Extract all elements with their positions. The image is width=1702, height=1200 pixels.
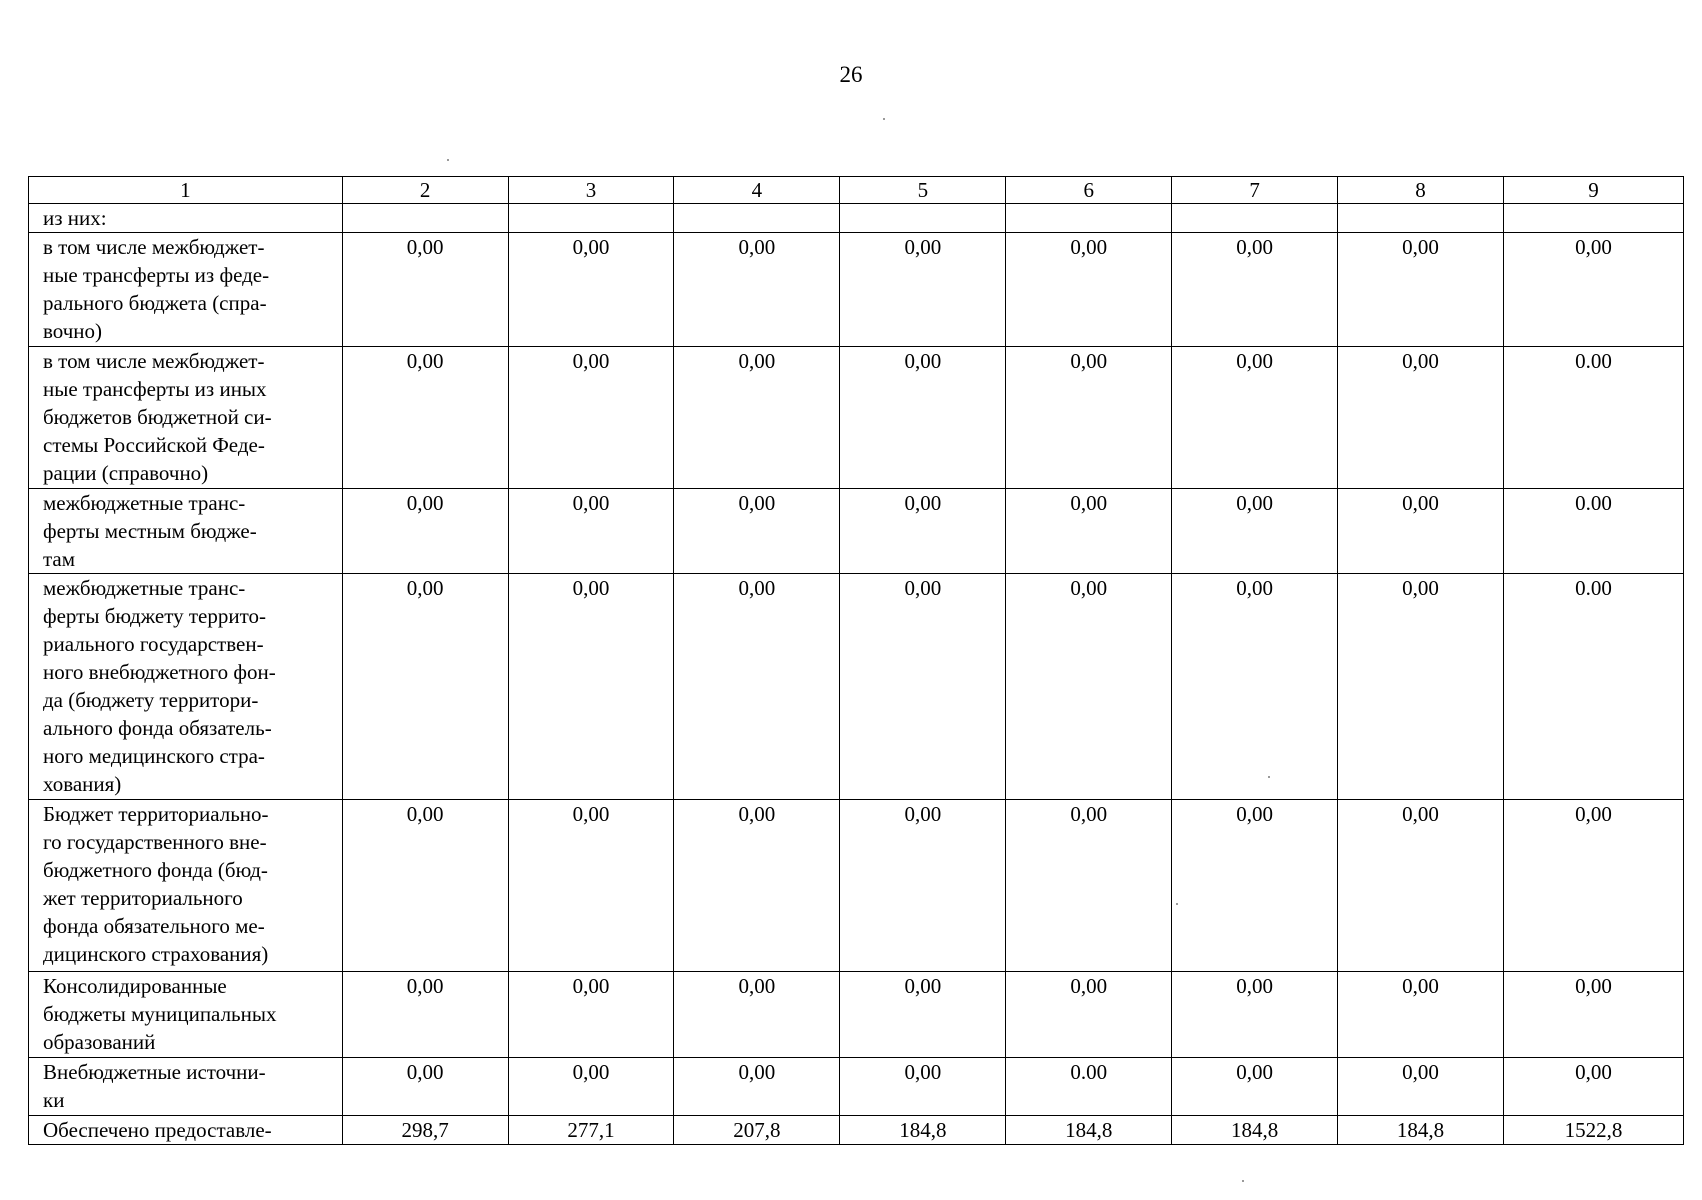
column-header: 9 bbox=[1503, 177, 1683, 204]
value-cell: 0,00 bbox=[1503, 800, 1683, 972]
value-cell: 1522,8 bbox=[1503, 1116, 1683, 1145]
table-row bbox=[29, 972, 1684, 1058]
row-label-text: Внебюджетные источни- ки bbox=[43, 1060, 266, 1112]
table-row bbox=[29, 233, 1684, 347]
value-cell: 0,00 bbox=[1503, 972, 1683, 1058]
scan-speck bbox=[1268, 776, 1270, 778]
column-header: 3 bbox=[508, 177, 674, 204]
row-label bbox=[29, 347, 343, 489]
value-cell: 298,7 bbox=[342, 1116, 508, 1145]
table-row bbox=[29, 800, 1684, 972]
value-cell: 207,8 bbox=[674, 1116, 840, 1145]
table-row bbox=[29, 204, 1684, 233]
row-label-text: Обеспечено предоставле- bbox=[43, 1118, 272, 1142]
value-cell: 0,00 bbox=[1338, 972, 1504, 1058]
value-cell: 0,00 bbox=[1338, 347, 1504, 489]
value-cell: 0,00 bbox=[1503, 233, 1683, 347]
value-cell: 0,00 bbox=[1006, 233, 1172, 347]
column-header: 4 bbox=[674, 177, 840, 204]
value-cell: 0,00 bbox=[508, 574, 674, 800]
value-cell: 0,00 bbox=[508, 800, 674, 972]
table-row bbox=[29, 1116, 1684, 1145]
value-cell: 0,00 bbox=[508, 233, 674, 347]
value-cell: 0,00 bbox=[674, 489, 840, 574]
value-cell: 0,00 bbox=[674, 1058, 840, 1116]
row-label-text: в том числе межбюджет- ные трансферты из феде- рального бюджета (спра- вочно) bbox=[43, 235, 270, 343]
table-row bbox=[29, 347, 1684, 489]
scan-speck bbox=[1176, 903, 1178, 905]
scan-speck bbox=[883, 118, 885, 120]
table-row bbox=[29, 574, 1684, 800]
row-label bbox=[29, 204, 343, 233]
value-cell: 0,00 bbox=[1172, 574, 1338, 800]
value-cell: 0,00 bbox=[1172, 800, 1338, 972]
value-cell: 0,00 bbox=[1006, 489, 1172, 574]
value-cell: 0,00 bbox=[1338, 233, 1504, 347]
row-label-text: Бюджет территориально- го государственного вне- бюджетного фонда (бюд- жет территориального фонда обязательного ме- дицинского страхования) bbox=[43, 802, 269, 966]
table-row bbox=[29, 489, 1684, 574]
value-cell: 0,00 bbox=[1006, 972, 1172, 1058]
value-cell: 184,8 bbox=[1338, 1116, 1504, 1145]
value-cell: 0,00 bbox=[342, 347, 508, 489]
value-cell: 0,00 bbox=[1338, 489, 1504, 574]
value-cell: 0,00 bbox=[674, 574, 840, 800]
value-cell: 0,00 bbox=[1338, 574, 1504, 800]
value-cell: 0,00 bbox=[840, 1058, 1006, 1116]
column-header: 1 bbox=[29, 177, 343, 204]
row-label bbox=[29, 574, 343, 800]
value-cell bbox=[674, 204, 840, 233]
row-label bbox=[29, 1058, 343, 1116]
row-label bbox=[29, 489, 343, 574]
value-cell: 0,00 bbox=[1338, 800, 1504, 972]
table-row bbox=[29, 1058, 1684, 1116]
value-cell: 277,1 bbox=[508, 1116, 674, 1145]
value-cell bbox=[1172, 204, 1338, 233]
value-cell: 184,8 bbox=[1172, 1116, 1338, 1145]
value-cell: 0,00 bbox=[840, 972, 1006, 1058]
value-cell: 0,00 bbox=[840, 233, 1006, 347]
value-cell: 0,00 bbox=[342, 574, 508, 800]
budget-table bbox=[28, 176, 1684, 1145]
value-cell: 0,00 bbox=[1172, 972, 1338, 1058]
row-label-text: в том числе межбюджет- ные трансферты из иных бюджетов бюджетной си- стемы Российской Феде- рации (справочно) bbox=[43, 349, 272, 485]
column-header: 6 bbox=[1006, 177, 1172, 204]
row-label bbox=[29, 233, 343, 347]
value-cell: 0,00 bbox=[840, 574, 1006, 800]
column-header: 5 bbox=[840, 177, 1006, 204]
column-header: 2 bbox=[342, 177, 508, 204]
value-cell: 0,00 bbox=[508, 489, 674, 574]
column-header: 8 bbox=[1338, 177, 1504, 204]
value-cell: 0,00 bbox=[1338, 1058, 1504, 1116]
value-cell: 0,00 bbox=[840, 489, 1006, 574]
value-cell: 184,8 bbox=[840, 1116, 1006, 1145]
value-cell: 0,00 bbox=[1503, 1058, 1683, 1116]
value-cell bbox=[1006, 204, 1172, 233]
value-cell bbox=[342, 204, 508, 233]
value-cell: 0,00 bbox=[1172, 1058, 1338, 1116]
scan-speck bbox=[447, 159, 449, 161]
value-cell: 0,00 bbox=[1006, 574, 1172, 800]
value-cell bbox=[508, 204, 674, 233]
value-cell: 0,00 bbox=[342, 972, 508, 1058]
value-cell: 0,00 bbox=[342, 233, 508, 347]
value-cell: 0,00 bbox=[674, 347, 840, 489]
value-cell: 0,00 bbox=[840, 347, 1006, 489]
value-cell: 0.00 bbox=[1006, 1058, 1172, 1116]
value-cell: 0,00 bbox=[1172, 347, 1338, 489]
value-cell: 0,00 bbox=[1006, 800, 1172, 972]
value-cell bbox=[1503, 204, 1683, 233]
row-label bbox=[29, 972, 343, 1058]
value-cell: 0,00 bbox=[1172, 233, 1338, 347]
value-cell: 0,00 bbox=[840, 800, 1006, 972]
value-cell: 0,00 bbox=[674, 233, 840, 347]
page-number: 26 bbox=[839, 62, 863, 87]
column-header: 7 bbox=[1172, 177, 1338, 204]
row-label-text: из них: bbox=[43, 206, 107, 230]
value-cell: 0.00 bbox=[1503, 574, 1683, 800]
value-cell: 0,00 bbox=[342, 800, 508, 972]
value-cell: 0,00 bbox=[342, 489, 508, 574]
row-label-text: межбюджетные транс- ферты местным бюдже- там bbox=[43, 491, 257, 571]
table-header-row bbox=[29, 177, 1684, 204]
value-cell: 0,00 bbox=[508, 347, 674, 489]
value-cell bbox=[1338, 204, 1504, 233]
value-cell: 0.00 bbox=[1503, 347, 1683, 489]
value-cell bbox=[840, 204, 1006, 233]
scan-speck bbox=[1242, 1180, 1244, 1182]
row-label-text: Консолидированные бюджеты муниципальных образований bbox=[43, 974, 277, 1054]
value-cell: 0,00 bbox=[508, 972, 674, 1058]
row-label bbox=[29, 1116, 343, 1145]
row-label-text: межбюджетные транс- ферты бюджету террито- риального государствен- ного внебюджетного фон- да (бюджету территори- ального фонда обязатель- ного медицинского стра- хования) bbox=[43, 576, 276, 796]
value-cell: 0,00 bbox=[342, 1058, 508, 1116]
value-cell: 0,00 bbox=[508, 1058, 674, 1116]
value-cell: 0,00 bbox=[1006, 347, 1172, 489]
value-cell: 0,00 bbox=[674, 972, 840, 1058]
value-cell: 0,00 bbox=[674, 800, 840, 972]
value-cell: 184,8 bbox=[1006, 1116, 1172, 1145]
value-cell: 0,00 bbox=[1172, 489, 1338, 574]
row-label bbox=[29, 800, 343, 972]
value-cell: 0.00 bbox=[1503, 489, 1683, 574]
